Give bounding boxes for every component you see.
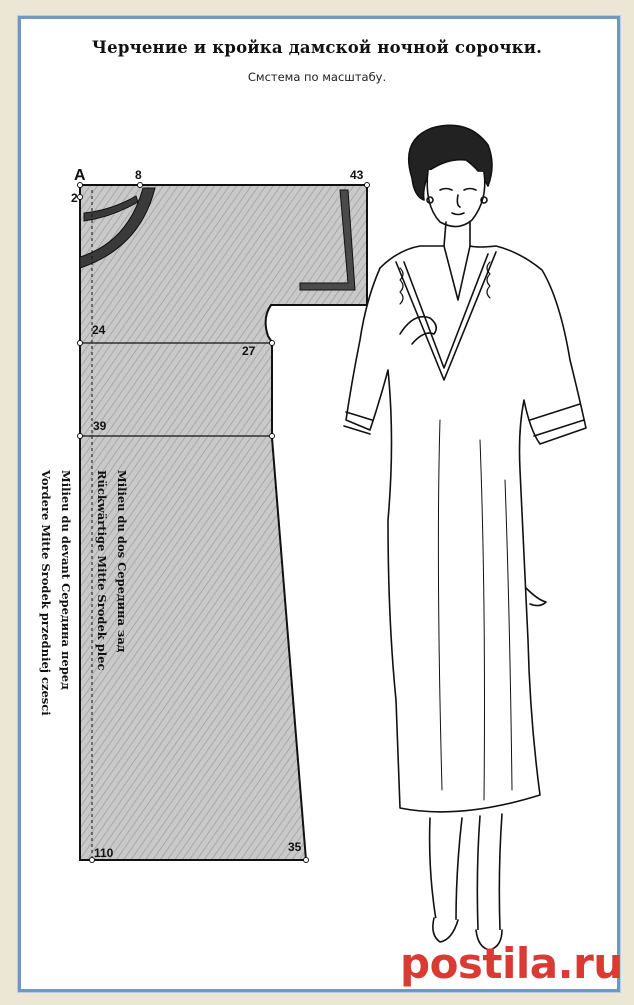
point-24: 24 — [92, 323, 106, 337]
figure-legs — [430, 814, 502, 930]
label-back-line1: Milieu du dos Середина зад — [115, 470, 129, 653]
point-2: 2 — [71, 191, 78, 205]
page-subtitle: Смстема по масштабу. — [247, 70, 387, 84]
figure-hand-lowered — [526, 588, 546, 606]
point-43: 43 — [350, 168, 364, 182]
point-a: A — [74, 167, 86, 184]
page-title: Черчение и кройка дамской ночной сорочки. — [91, 38, 543, 57]
point-8: 8 — [135, 168, 142, 182]
label-front-line2: Vordere Mitte Srodek przedniej czesci — [39, 470, 53, 716]
point-27: 27 — [242, 344, 256, 358]
figure-face — [427, 170, 485, 227]
watermark-text: postila.ru — [400, 938, 623, 988]
watermark — [400, 938, 623, 988]
point-39: 39 — [93, 419, 107, 433]
figure-dress — [346, 246, 586, 812]
label-back-line2: Rückwärtige Mitte Srodek plec — [95, 470, 109, 671]
label-front-line1: Milieu du devant Середина перед — [59, 470, 73, 690]
point-110: 110 — [94, 846, 114, 860]
point-35: 35 — [288, 840, 302, 854]
